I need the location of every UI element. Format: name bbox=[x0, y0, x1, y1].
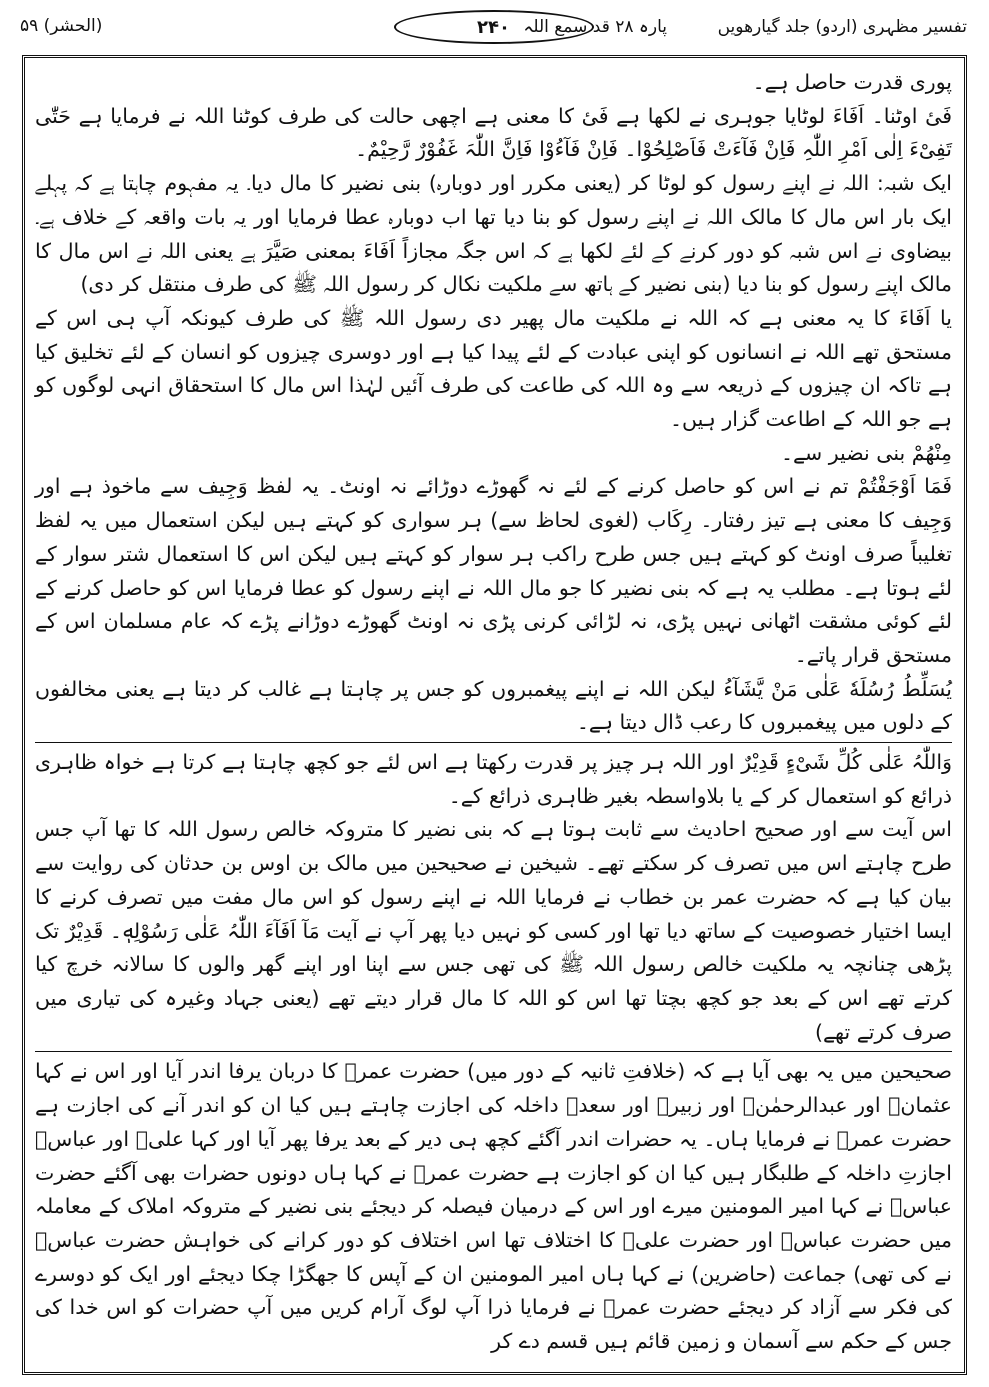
text-frame bbox=[22, 55, 967, 1375]
paragraph: فَیٔ اوٹنا۔ اَفَاءَ لوٹایا جوہری نے لکھا ہے فَیٔ کا معنی ہے اچھی حالت کی طرف کوٹنا اللہ نے فرمایا ہے حَتّٰی تَفِیْءَ اِلٰی اَمْرِ اللّٰہِ فَاِنْ فَآءَتْ فَاَصْلِحُوْا۔ فَاِنْ فَآءُوْا فَاِنَّ اللّٰہَ غَفُوْرٌ رَّحِیْمٌ۔ bbox=[35, 103, 952, 162]
commentary-body bbox=[35, 66, 952, 1364]
juz-reference: پارہ ۲۸ قد سمع اللہ bbox=[523, 17, 667, 37]
paragraph: صحیحین میں یہ بھی آیا ہے کہ (خلافتِ ثانیہ کے دور میں) حضرت عمرؓ کا دربان یرفا اندر آیا اور اس نے کہا عثمانؓ اور عبدالرحمٰنؓ اور زبیرؓ اور سعدؓ داخلہ کی اجازت چاہتے ہیں کیا ان کو اندر آنے کی اجازت ہے حضرت عمرؓ نے فرمایا ہاں۔ یہ حضرات اندر آگئے کچھ ہی دیر کے بعد یرفا پھر آیا اور کہا علیؓ اور عباسؓ اجازتِ داخلہ کے طلبگار ہیں کیا ان کو اجازت ہے حضرت عمرؓ نے کہا ہاں دونوں حضرات بھی آگئے حضرت عباسؓ نے کہا امیر المومنین میرے اور اس کے درمیان فیصلہ کر دیجئے بنی نضیر کے متروکہ املاک کے معاملہ میں حضرت عباسؓ اور حضرت علیؓ کا اختلاف تھا اس اختلاف کو دور کرانے کی خواہش حضرت عباسؓ نے کی تھی) جماعت (حاضرین) نے کہا ہاں امیر المومنین ان کے آپس کا جھگڑا چکا دیجئے اور ایک کو دوسرے کی فکر سے آزاد کر دیجئے حضرت عمرؓ نے فرمایا ذرا آپ لوگ آرام کریں میں آپ حضرات کو اس خدا کی جس کے حکم سے آسمان و زمین قائم ہیں قسم دے کر bbox=[35, 1059, 952, 1354]
surah-reference: (الحشر) ۵۹ bbox=[20, 16, 103, 36]
paragraph: مِنْهُمْ بنی نضیر سے۔ bbox=[781, 440, 952, 465]
paragraph: اس آیت سے اور صحیح احادیث سے ثابت ہوتا ہے کہ بنی نضیر کا متروکہ خالص رسول اللہ کا تھا آپ جس طرح چاہتے اس میں تصرف کر سکتے تھے۔ شیخین نے صحیحین میں مالک بن اوس بن حدثان کی روایت سے بیان کیا ہے کہ حضرت عمر بن خطاب نے فرمایا اللہ نے اپنے رسول کو اس مال مفت میں تصرف کرنے کا ایسا اختیار خصوصیت کے ساتھ دیا تھا اور کسی کو نہیں دیا پھر آپ نے آیت مَآ اَفَآءَ اللّٰہُ عَلٰی رَسُوْلِهٖ۔ قَدِیْرٌ تک پڑھی چنانچہ یہ ملکیت خالص رسول اللہ ﷺ کی تھی جس سے اپنا اور اپنے گھر والوں کا سالانہ خرچ کیا کرتے تھے اس کے بعد جو کچھ بچتا تھا اس کو اللہ کا مال قرار دیتے تھے (یعنی جہاد وغیرہ کی تیاری میں صرف کرتے تھے) bbox=[35, 817, 952, 1044]
paragraph: ایک شبہ: اللہ نے اپنے رسول کو لوٹا کر (یعنی مکرر اور دوبارہ) بنی نضیر کا مال دیا۔ یہ مفہوم چاہتا ہے کہ پہلے ایک بار اس مال کا مالک اللہ نے اپنے رسول کو بنا دیا تھا اب دوبارہ عطا فرمایا اور یہ بات واقعہ کے خلاف ہے۔ بیضاوی نے اس شبہ کو دور کرنے کے لئے لکھا ہے کہ اس جگہ مجازاً اَفَاءَ بمعنی صَیَّرَ ہے یعنی اللہ نے اس مال کا مالک اپنے رسول کو بنا دیا (بنی نضیر کے ہاتھ سے ملکیت نکال کر رسول اللہ ﷺ کی طرف منتقل کر دی) bbox=[35, 171, 952, 297]
paragraph: یُسَلِّطُ رُسُلَهٗ عَلٰی مَنْ یَّشَآءُ لیکن اللہ نے اپنے پیغمبروں کو جس پر چاہتا ہے غالب کر دیتا ہے یعنی مخالفوں کے دلوں میں پیغمبروں کا رعب ڈال دیتا ہے۔ bbox=[35, 676, 952, 735]
paragraph: فَمَا اَوْجَفْتُمْ تم نے اس کو حاصل کرنے کے لئے نہ گھوڑے دوڑائے نہ اونٹ۔ یہ لفظ وَجِیف سے ماخوذ ہے اور وَجِیف کا معنی ہے تیز رفتار۔ رِکَاب (لغوی لحاظ سے) ہر سواری کو کہتے ہیں لیکن استعمال میں یہ لفظ تغلیباً صرف اونٹ کو کہتے ہیں جس طرح راکب ہر سوار کو کہتے ہیں لیکن اس کا استعمال شتر سوار کے لئے ہوتا ہے۔ مطلب یہ ہے کہ بنی نضیر کا جو مال اللہ نے اپنے رسول کو عطا فرمایا اس کو حاصل کرنے کے لئے کوئی مشقت اٹھانی نہیں پڑی، نہ لڑائی کرنی پڑی نہ اونٹ گھوڑے دوڑانے پڑے کہ عام مسلمان اس کے مستحق قرار پاتے۔ bbox=[35, 474, 952, 667]
page-number: ۲۴۰ bbox=[477, 16, 510, 38]
page-header bbox=[20, 10, 967, 52]
book-title: تفسیر مظہری (اردو) جلد گیارھویں bbox=[717, 17, 967, 37]
section-divider bbox=[35, 742, 952, 743]
paragraph: یا اَفَاءَ کا یہ معنی ہے کہ اللہ نے ملکیت مال پھیر دی رسول اللہ ﷺ کی طرف کیونکہ آپ ہی اس کے مستحق تھے اللہ نے انسانوں کو اپنی عبادت کے لئے پیدا کیا ہے اور دوسری چیزوں کو انسان کے لئے تخلیق کیا ہے تاکہ ان چیزوں کے ذریعہ سے وہ اللہ کی طاعت کی طرف آئیں لہٰذا اس مال کا استحقاق انہی لوگوں کو ہے جو اللہ کے اطاعت گزار ہیں۔ bbox=[35, 305, 952, 432]
paragraph: وَاللّٰہُ عَلٰی کُلِّ شَیْءٍ قَدِیْرٌ اور اللہ ہر چیز پر قدرت رکھتا ہے اس لئے جو کچھ چاہتا ہے کرتا ہے خواہ ظاہری ذرائع کو استعمال کر کے یا بلاواسطہ بغیر ظاہری ذرائع کے۔ bbox=[35, 750, 952, 808]
paragraph: پوری قدرت حاصل ہے۔ bbox=[752, 70, 952, 94]
section-divider bbox=[35, 1051, 952, 1052]
